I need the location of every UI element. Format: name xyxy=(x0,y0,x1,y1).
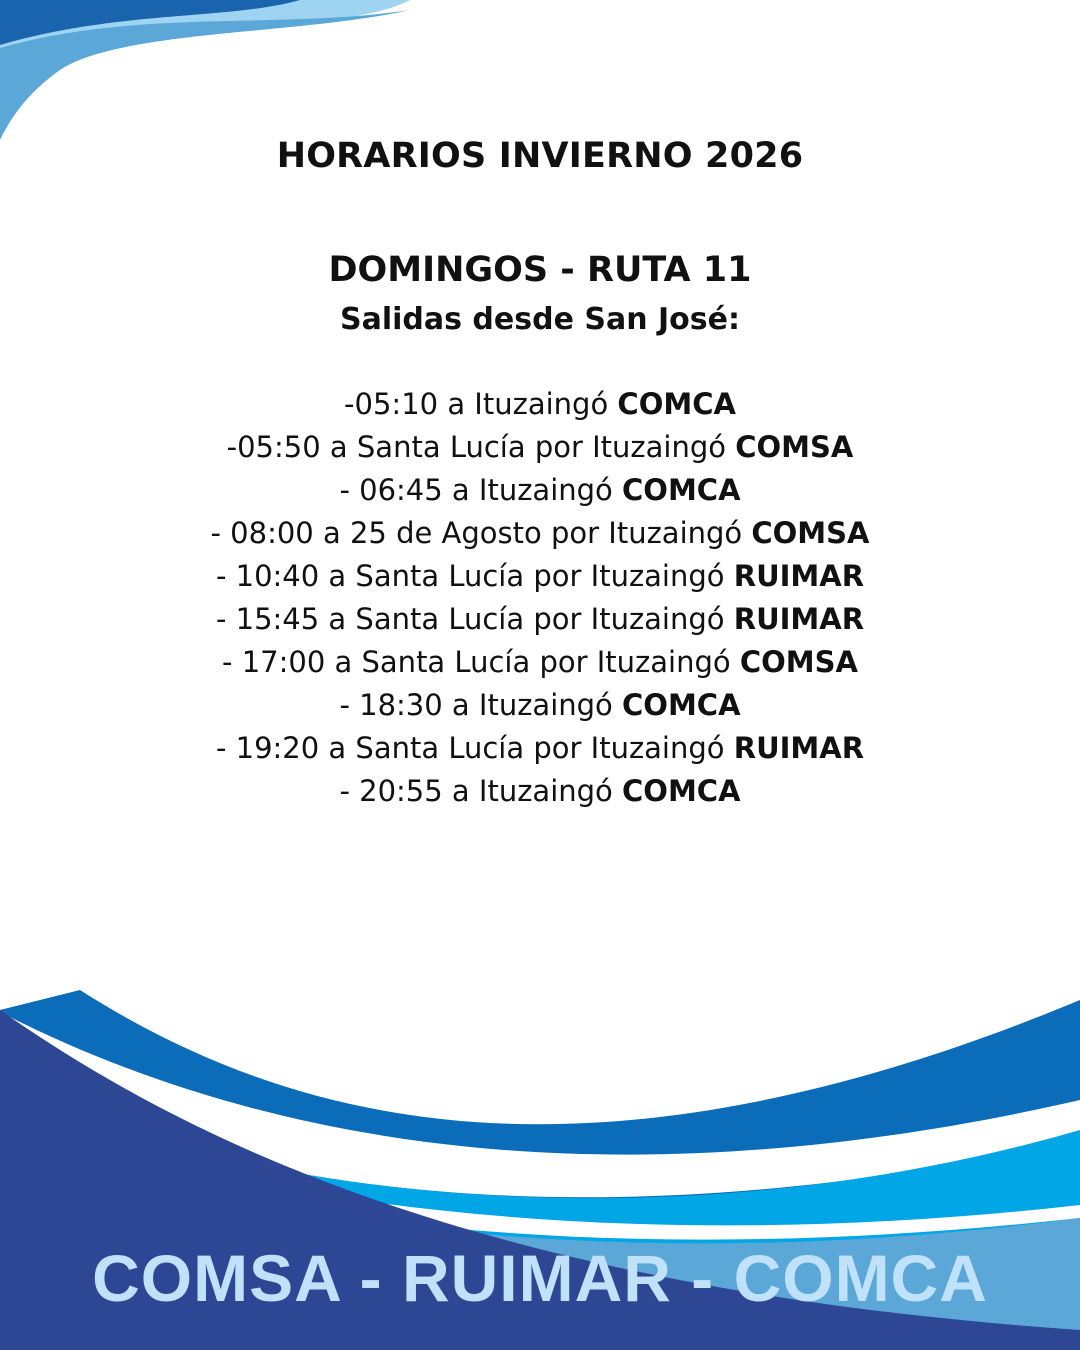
departure-time: 18:30 xyxy=(359,688,443,722)
departure-time: 10:40 xyxy=(235,559,320,593)
departure-prefix: - xyxy=(215,602,236,636)
departure-prefix: - xyxy=(222,645,242,679)
departure-destination: a Santa Lucía por Ituzaingó xyxy=(328,731,725,765)
departure-prefix: - xyxy=(339,473,360,507)
departure-time: 20:55 xyxy=(359,774,443,808)
departure-time: 05:10 xyxy=(354,387,439,421)
departure-time: 06:45 xyxy=(359,473,443,507)
departure-operator: COMCA xyxy=(622,473,741,507)
departure-operator: RUIMAR xyxy=(733,602,865,636)
departures-heading: Salidas desde San José: xyxy=(339,302,740,337)
departure-item xyxy=(0,641,1080,684)
departure-operator: COMSA xyxy=(739,645,858,679)
departure-operator: COMCA xyxy=(617,387,736,421)
departure-destination: a Ituzaingó xyxy=(447,387,609,421)
departure-prefix: - xyxy=(339,774,360,808)
departure-destination: a Santa Lucía por Ituzaingó xyxy=(328,602,725,636)
departure-prefix: - xyxy=(226,430,238,464)
departure-time: 17:00 xyxy=(241,645,326,679)
departure-prefix: - xyxy=(339,688,360,722)
departure-operator: COMSA xyxy=(735,430,854,464)
departure-item xyxy=(0,598,1080,641)
departure-operator: COMCA xyxy=(622,688,741,722)
departure-item xyxy=(0,383,1080,426)
departure-prefix: - xyxy=(344,387,355,421)
departure-destination: a Santa Lucía por Ituzaingó xyxy=(334,645,731,679)
departure-prefix: - xyxy=(210,516,231,550)
page-title: HORARIOS INVIERNO 2026 xyxy=(276,136,804,176)
footer-brand-names: COMSA - RUIMAR - COMCA xyxy=(92,1241,988,1315)
departure-item xyxy=(0,426,1080,469)
departure-destination: a Ituzaingó xyxy=(451,473,613,507)
departure-time: 05:50 xyxy=(237,430,321,464)
departure-destination: a Santa Lucía por Ituzaingó xyxy=(328,559,725,593)
departure-item xyxy=(0,512,1080,555)
departure-item xyxy=(0,770,1080,813)
departure-destination: a Ituzaingó xyxy=(451,774,613,808)
departure-prefix: - xyxy=(215,731,236,765)
departure-time: 08:00 xyxy=(230,516,314,550)
departure-operator: COMSA xyxy=(751,516,870,550)
departure-item xyxy=(0,684,1080,727)
departure-operator: RUIMAR xyxy=(733,731,865,765)
departure-list xyxy=(0,383,1080,813)
departure-item xyxy=(0,555,1080,598)
departure-destination: a 25 de Agosto por Ituzaingó xyxy=(322,516,743,550)
top-wave-decoration xyxy=(0,0,420,150)
departure-operator: RUIMAR xyxy=(733,559,865,593)
departure-prefix: - xyxy=(215,559,236,593)
departure-time: 19:20 xyxy=(235,731,320,765)
departure-item xyxy=(0,469,1080,512)
departure-item xyxy=(0,727,1080,770)
departure-destination: a Santa Lucía por Ituzaingó xyxy=(329,430,727,464)
departure-time: 15:45 xyxy=(235,602,320,636)
route-title: DOMINGOS - RUTA 11 xyxy=(328,250,752,290)
departure-destination: a Ituzaingó xyxy=(451,688,613,722)
departure-operator: COMCA xyxy=(622,774,741,808)
